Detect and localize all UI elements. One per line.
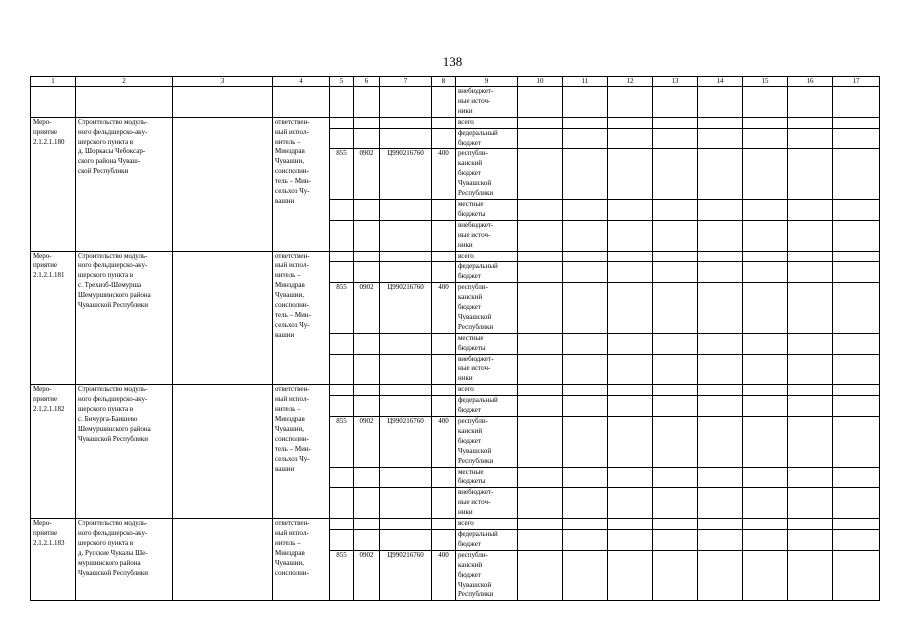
year-value-cell: [608, 251, 653, 262]
year-value-cell: [653, 128, 698, 149]
year-value-cell: [653, 519, 698, 530]
year-value-cell: [653, 220, 698, 251]
empty-cell: [330, 117, 354, 128]
year-value-cell: [653, 467, 698, 488]
funding-source: федеральный бюджет: [456, 396, 518, 417]
column-number: 8: [432, 77, 456, 87]
empty-cell: [330, 262, 354, 283]
column-number: 15: [743, 77, 788, 87]
year-value-cell: [743, 333, 788, 354]
empty-cell: [273, 87, 330, 118]
year-value-cell: [608, 262, 653, 283]
year-value-cell: [698, 262, 743, 283]
year-value-cell: [833, 333, 880, 354]
empty-cell: [788, 87, 833, 118]
empty-cell: [608, 87, 653, 118]
funding-source: федеральный бюджет: [456, 529, 518, 550]
year-value-cell: [563, 529, 608, 550]
empty-cell: [432, 385, 456, 396]
empty-cell: [330, 529, 354, 550]
year-value-cell: [518, 149, 563, 200]
year-value-cell: [743, 467, 788, 488]
year-value-cell: [653, 488, 698, 519]
column-number: 13: [653, 77, 698, 87]
empty-cell: [354, 117, 380, 128]
code-rz: 0902: [354, 417, 380, 468]
year-value-cell: [698, 333, 743, 354]
year-value-cell: [788, 251, 833, 262]
year-value-cell: [653, 550, 698, 601]
empty-cell: [653, 87, 698, 118]
year-value-cell: [833, 199, 880, 220]
year-value-cell: [698, 519, 743, 530]
code-vr: 400: [432, 149, 456, 200]
funding-source: федеральный бюджет: [456, 262, 518, 283]
code-grbs: 855: [330, 149, 354, 200]
funding-source: местные бюджеты: [456, 333, 518, 354]
year-value-cell: [518, 199, 563, 220]
page-number: 138: [442, 54, 463, 69]
empty-cell: [354, 467, 380, 488]
empty-cell: [76, 87, 173, 118]
year-value-cell: [518, 529, 563, 550]
empty-cell: [330, 220, 354, 251]
code-csr: Ц990216760: [380, 283, 432, 334]
empty-cell: [380, 529, 432, 550]
year-value-cell: [518, 550, 563, 601]
year-value-cell: [743, 262, 788, 283]
empty-cell: [743, 87, 788, 118]
activity-description: Строительство модуль- ного фельдшерско-аку- шерского пункта в с. Трехизб-Шемурша Шемуршинского района Чувашской Республики: [76, 251, 173, 385]
year-value-cell: [833, 354, 880, 385]
year-value-cell: [743, 488, 788, 519]
empty-cell: [354, 333, 380, 354]
year-value-cell: [608, 128, 653, 149]
year-value-cell: [788, 117, 833, 128]
year-value-cell: [698, 529, 743, 550]
column-number: 16: [788, 77, 833, 87]
year-value-cell: [788, 519, 833, 530]
column-number: 3: [173, 77, 273, 87]
code-csr: Ц990216760: [380, 550, 432, 601]
year-value-cell: [833, 385, 880, 396]
activity-row: [31, 251, 880, 262]
empty-cell: [380, 199, 432, 220]
activity-description: Строительство модуль- ного фельдшерско-аку- шерского пункта в д. Шоркасы Чебоксар- ского района Чуваш- ской Республики: [76, 117, 173, 251]
year-value-cell: [608, 519, 653, 530]
year-value-cell: [518, 385, 563, 396]
year-value-cell: [833, 251, 880, 262]
column-number: 12: [608, 77, 653, 87]
empty-cell: [380, 87, 432, 118]
empty-cell: [330, 385, 354, 396]
empty-cell: [698, 87, 743, 118]
empty-cell: [380, 220, 432, 251]
year-value-cell: [653, 283, 698, 334]
year-value-cell: [833, 220, 880, 251]
column-number: 4: [273, 77, 330, 87]
funding-source: республи- канский бюджет Чувашской Республики: [456, 550, 518, 601]
empty-cell: [31, 87, 76, 118]
year-value-cell: [698, 354, 743, 385]
year-value-cell: [698, 550, 743, 601]
year-value-cell: [788, 354, 833, 385]
year-value-cell: [518, 220, 563, 251]
responsible-executor: ответствен- ный испол- нитель – Минздрав Чувашии, соисполни- тель – Мин- сельхоз Чу- вашии: [273, 251, 330, 385]
year-value-cell: [698, 385, 743, 396]
year-value-cell: [743, 220, 788, 251]
budget-table: [30, 76, 880, 601]
year-value-cell: [518, 354, 563, 385]
empty-cell: [354, 199, 380, 220]
empty-cell: [330, 87, 354, 118]
year-value-cell: [608, 283, 653, 334]
code-csr: Ц990216760: [380, 149, 432, 200]
empty-cell: [380, 333, 432, 354]
year-value-cell: [788, 199, 833, 220]
funding-source: всего: [456, 519, 518, 530]
code-rz: 0902: [354, 149, 380, 200]
code-grbs: 855: [330, 550, 354, 601]
year-value-cell: [563, 467, 608, 488]
empty-cell: [380, 117, 432, 128]
year-value-cell: [518, 467, 563, 488]
year-value-cell: [788, 385, 833, 396]
year-value-cell: [653, 117, 698, 128]
year-value-cell: [833, 488, 880, 519]
year-value-cell: [653, 396, 698, 417]
responsible-executor: ответствен- ный испол- нитель – Минздрав Чувашии, соисполни-: [273, 519, 330, 601]
funding-source: местные бюджеты: [456, 467, 518, 488]
column-number: 1: [31, 77, 76, 87]
empty-cell: [354, 354, 380, 385]
year-value-cell: [698, 467, 743, 488]
year-value-cell: [563, 354, 608, 385]
year-value-cell: [518, 417, 563, 468]
year-value-cell: [653, 262, 698, 283]
code-vr: 400: [432, 283, 456, 334]
activity-description: Строительство модуль- ного фельдшерско-аку- шерского пункта в с. Бичурга-Баишево Шемуршинского района Чувашской Республики: [76, 385, 173, 519]
year-value-cell: [743, 283, 788, 334]
year-value-cell: [833, 550, 880, 601]
year-value-cell: [563, 251, 608, 262]
column-number: 10: [518, 77, 563, 87]
year-value-cell: [698, 220, 743, 251]
year-value-cell: [518, 128, 563, 149]
empty-cell: [330, 354, 354, 385]
activity-row: [31, 519, 880, 530]
empty-cell: [173, 117, 273, 251]
year-value-cell: [518, 283, 563, 334]
year-value-cell: [788, 283, 833, 334]
empty-cell: [330, 128, 354, 149]
year-value-cell: [563, 262, 608, 283]
year-value-cell: [608, 396, 653, 417]
year-value-cell: [788, 128, 833, 149]
empty-cell: [354, 529, 380, 550]
year-value-cell: [608, 199, 653, 220]
empty-cell: [432, 488, 456, 519]
year-value-cell: [608, 550, 653, 601]
activity-name: Меро- приятие 2.1.2.1.180: [31, 117, 76, 251]
empty-cell: [330, 251, 354, 262]
year-value-cell: [743, 519, 788, 530]
year-value-cell: [743, 417, 788, 468]
empty-cell: [330, 488, 354, 519]
year-value-cell: [653, 199, 698, 220]
code-rz: 0902: [354, 550, 380, 601]
year-value-cell: [743, 199, 788, 220]
empty-cell: [354, 488, 380, 519]
empty-cell: [354, 262, 380, 283]
year-value-cell: [788, 262, 833, 283]
funding-source: внебюджет- ные источ- ники: [456, 87, 518, 118]
year-value-cell: [743, 128, 788, 149]
year-value-cell: [608, 149, 653, 200]
year-value-cell: [833, 149, 880, 200]
empty-cell: [354, 251, 380, 262]
year-value-cell: [518, 519, 563, 530]
year-value-cell: [833, 519, 880, 530]
empty-cell: [518, 87, 563, 118]
activity-name: Меро- приятие 2.1.2.1.183: [31, 519, 76, 601]
year-value-cell: [743, 149, 788, 200]
empty-cell: [354, 396, 380, 417]
activity-row: [31, 385, 880, 396]
year-value-cell: [833, 396, 880, 417]
activity-name: Меро- приятие 2.1.2.1.182: [31, 385, 76, 519]
code-csr: Ц990216760: [380, 417, 432, 468]
year-value-cell: [833, 467, 880, 488]
year-value-cell: [518, 488, 563, 519]
year-value-cell: [833, 417, 880, 468]
year-value-cell: [608, 417, 653, 468]
responsible-executor: ответствен- ный испол- нитель – Минздрав Чувашии, соисполни- тель – Мин- сельхоз Чу- вашии: [273, 117, 330, 251]
year-value-cell: [653, 149, 698, 200]
empty-cell: [173, 519, 273, 601]
empty-cell: [563, 87, 608, 118]
empty-cell: [432, 220, 456, 251]
empty-cell: [432, 519, 456, 530]
empty-cell: [432, 87, 456, 118]
responsible-executor: ответствен- ный испол- нитель – Минздрав Чувашии, соисполни- тель – Мин- сельхоз Чу- вашии: [273, 385, 330, 519]
year-value-cell: [653, 251, 698, 262]
empty-cell: [432, 262, 456, 283]
empty-cell: [380, 251, 432, 262]
year-value-cell: [653, 529, 698, 550]
year-value-cell: [788, 149, 833, 200]
year-value-cell: [788, 488, 833, 519]
column-number: 14: [698, 77, 743, 87]
year-value-cell: [653, 417, 698, 468]
empty-cell: [173, 385, 273, 519]
year-value-cell: [518, 333, 563, 354]
empty-cell: [330, 467, 354, 488]
empty-cell: [432, 199, 456, 220]
column-number-row: [31, 77, 880, 87]
column-number: 6: [354, 77, 380, 87]
year-value-cell: [833, 128, 880, 149]
empty-cell: [380, 354, 432, 385]
year-value-cell: [563, 333, 608, 354]
year-value-cell: [563, 149, 608, 200]
code-grbs: 855: [330, 417, 354, 468]
empty-cell: [432, 117, 456, 128]
empty-cell: [380, 262, 432, 283]
year-value-cell: [608, 117, 653, 128]
funding-source: всего: [456, 251, 518, 262]
column-number: 9: [456, 77, 518, 87]
code-vr: 400: [432, 550, 456, 601]
year-value-cell: [563, 396, 608, 417]
empty-cell: [380, 467, 432, 488]
year-value-cell: [788, 396, 833, 417]
year-value-cell: [743, 550, 788, 601]
year-value-cell: [743, 529, 788, 550]
empty-cell: [432, 333, 456, 354]
empty-cell: [432, 128, 456, 149]
year-value-cell: [653, 385, 698, 396]
column-number: 2: [76, 77, 173, 87]
year-value-cell: [698, 488, 743, 519]
year-value-cell: [788, 417, 833, 468]
year-value-cell: [563, 417, 608, 468]
year-value-cell: [833, 529, 880, 550]
year-value-cell: [518, 251, 563, 262]
year-value-cell: [698, 117, 743, 128]
year-value-cell: [608, 354, 653, 385]
empty-cell: [330, 396, 354, 417]
activity-name: Меро- приятие 2.1.2.1.181: [31, 251, 76, 385]
empty-cell: [173, 87, 273, 118]
year-value-cell: [698, 251, 743, 262]
code-grbs: 855: [330, 283, 354, 334]
year-value-cell: [608, 467, 653, 488]
activity-description: Строительство модуль- ного фельдшерско-аку- шерского пункта в д. Русские Чукалы Ше- муршинского района Чувашской Республики: [76, 519, 173, 601]
year-value-cell: [518, 117, 563, 128]
empty-cell: [432, 467, 456, 488]
year-value-cell: [788, 467, 833, 488]
empty-cell: [380, 128, 432, 149]
column-number: 17: [833, 77, 880, 87]
year-value-cell: [698, 283, 743, 334]
year-value-cell: [698, 128, 743, 149]
year-value-cell: [743, 396, 788, 417]
year-value-cell: [788, 550, 833, 601]
year-value-cell: [743, 251, 788, 262]
empty-cell: [380, 519, 432, 530]
empty-cell: [380, 488, 432, 519]
year-value-cell: [833, 117, 880, 128]
empty-cell: [354, 519, 380, 530]
empty-cell: [354, 220, 380, 251]
empty-cell: [330, 199, 354, 220]
year-value-cell: [788, 333, 833, 354]
year-value-cell: [698, 149, 743, 200]
funding-source: республи- канский бюджет Чувашской Республики: [456, 417, 518, 468]
funding-source: республи- канский бюджет Чувашской Республики: [456, 149, 518, 200]
year-value-cell: [743, 117, 788, 128]
empty-cell: [354, 385, 380, 396]
year-value-cell: [608, 488, 653, 519]
year-value-cell: [608, 220, 653, 251]
year-value-cell: [563, 519, 608, 530]
code-rz: 0902: [354, 283, 380, 334]
year-value-cell: [518, 396, 563, 417]
funding-source: всего: [456, 385, 518, 396]
empty-cell: [354, 128, 380, 149]
year-value-cell: [698, 396, 743, 417]
year-value-cell: [608, 385, 653, 396]
activity-row: [31, 117, 880, 128]
empty-cell: [330, 519, 354, 530]
empty-cell: [380, 396, 432, 417]
year-value-cell: [518, 262, 563, 283]
year-value-cell: [833, 262, 880, 283]
funding-source: внебюджет- ные источ- ники: [456, 488, 518, 519]
empty-cell: [380, 385, 432, 396]
empty-cell: [432, 529, 456, 550]
continuation-row: [31, 87, 880, 118]
year-value-cell: [788, 529, 833, 550]
year-value-cell: [788, 220, 833, 251]
code-vr: 400: [432, 417, 456, 468]
empty-cell: [330, 333, 354, 354]
funding-source: внебюджет- ные источ- ники: [456, 220, 518, 251]
funding-source: федеральный бюджет: [456, 128, 518, 149]
year-value-cell: [698, 199, 743, 220]
year-value-cell: [833, 283, 880, 334]
funding-source: всего: [456, 117, 518, 128]
year-value-cell: [563, 488, 608, 519]
year-value-cell: [653, 333, 698, 354]
year-value-cell: [743, 385, 788, 396]
year-value-cell: [608, 529, 653, 550]
year-value-cell: [563, 128, 608, 149]
empty-cell: [432, 354, 456, 385]
year-value-cell: [563, 283, 608, 334]
empty-cell: [173, 251, 273, 385]
empty-cell: [432, 251, 456, 262]
column-number: 7: [380, 77, 432, 87]
empty-cell: [833, 87, 880, 118]
column-number: 5: [330, 77, 354, 87]
funding-source: внебюджет- ные источ- ники: [456, 354, 518, 385]
funding-source: республи- канский бюджет Чувашской Республики: [456, 283, 518, 334]
year-value-cell: [608, 333, 653, 354]
funding-source: местные бюджеты: [456, 199, 518, 220]
year-value-cell: [563, 550, 608, 601]
year-value-cell: [563, 220, 608, 251]
year-value-cell: [698, 417, 743, 468]
year-value-cell: [563, 199, 608, 220]
empty-cell: [432, 396, 456, 417]
year-value-cell: [653, 354, 698, 385]
empty-cell: [354, 87, 380, 118]
column-number: 11: [563, 77, 608, 87]
year-value-cell: [563, 385, 608, 396]
year-value-cell: [743, 354, 788, 385]
year-value-cell: [563, 117, 608, 128]
